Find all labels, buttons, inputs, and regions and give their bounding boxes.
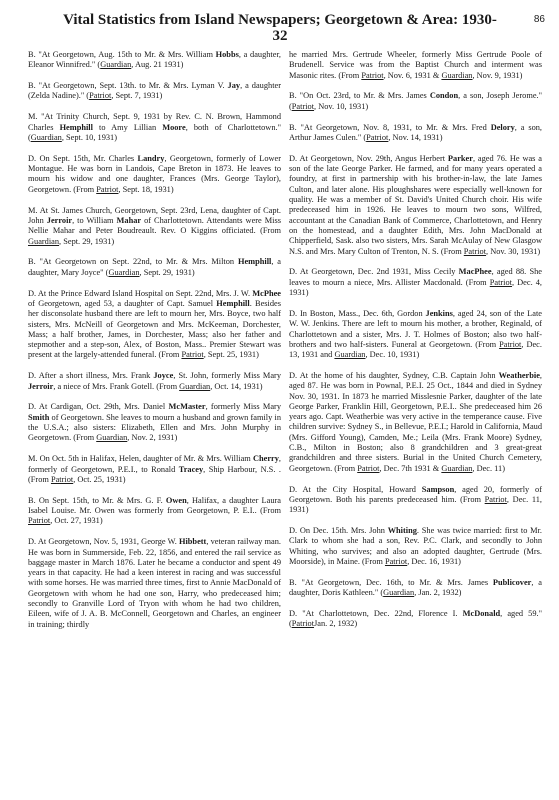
entry-text: , aged 24, son of the Late W. W. Jenkins. There are left to mourn his mother, a brother, Reginald, of Charlottetown and a sister, Mrs. J. T. Holmes of Boston; also two half-brothers and two half-sisters. Funeral at Georgetown. (From bbox=[289, 308, 542, 349]
surname-text: Sampson bbox=[421, 484, 455, 494]
entry-text: M. "At Trinity Church, Sept. 9, 1931 by Rev. C. N. Brown, Hammond Charles bbox=[28, 112, 281, 132]
right-column bbox=[289, 50, 542, 640]
entry-text: B. "At Georgetown, Aug. 15th to Mr. & Mrs. William bbox=[28, 50, 216, 59]
vital-record-entry bbox=[289, 609, 542, 630]
newspaper-source: Patriot bbox=[291, 101, 315, 111]
vital-record-entry bbox=[289, 309, 542, 360]
entry-text: , a son, Joseph Jerome." ( bbox=[289, 91, 543, 111]
surname-text: Owen bbox=[165, 495, 187, 505]
entry-text: , veteran railway man. He was born in Summerside, Feb. 22, 1856, and entered the rail service as baggage master in March 1876. Later he became a conductor and spent 49 years in that capacity. He had a keen interest in racing and was successful with some horses. He was married three times, first to Annie MacDonald of Georgetown with whom he had one son, Harry, who predeceased him; secondly to Granville Lord of Tryon with whom he had two children, Eileen, wife of J. A. B. McConnell, Georgetown and Charles, an engineer in training; thirdly bbox=[28, 537, 281, 629]
entry-text: , aged 76. He was a son of the late George Parker. He farmed, and for many years operated a foundry, at first in partnership with his brother-in-law, the late James Culton, and later alone. His ploughshares were especially well-known for quality. He was a member of St. David's United Church choir. His wife predeceased him in 1926. He leaves to mourn two sons, Wilfred, accountant at the Canadian Bank of Commerce, Charlottetown, and Henry on the homestead, and a daughter Edith, Mrs. John MacDonald at Chipperfield, Sask. also two sisters, Mrs. Sarah McAulay of New Glasgow N.S. and Mrs. Mary Culton of Trenton, N. S. (From bbox=[289, 153, 542, 256]
newspaper-source: Guardian bbox=[179, 381, 211, 391]
entry-text: , a niece of Mrs. Frank Gotell. (From bbox=[53, 381, 180, 391]
surname-text: Hobbs bbox=[215, 50, 239, 59]
entry-text: , formerly of Georgetown, P.E.I., to Ronald bbox=[28, 454, 281, 474]
newspaper-source: Guardian bbox=[96, 433, 128, 443]
surname-text: Joyce bbox=[153, 371, 174, 381]
vital-record-entry bbox=[289, 123, 542, 144]
entry-text: , Dec. 13, 1931 and bbox=[289, 339, 542, 360]
entry-text: , aged 87. He was born in Pownal, P.E.I. 25 Oct., 1844 and died in Sydney Nov. 30, 1931. In 1873 he married Misslesnie Parker, daughter of the late George Parker, Franklin Hill, Georgetown, P.E.I.. She predeceased him 26 years ago. Capt. Weatherbie was very active in the temperance cause. Five children survive: Sydney S., in Bellevue, P.E.I.; Harold in California, Maud (Mrs. Gifford Young), Camden, Me.; Leila (Mrs. Frank Moore) Sydney, C.B., Milton in Boston; also 8 grandchildren and 3 great-great grandchildren and three sisters. Burial in the United Church Cemetery, Georgetown. (From bbox=[289, 370, 542, 473]
vital-record-entry bbox=[289, 154, 542, 257]
newspaper-source: Guardian bbox=[334, 350, 366, 360]
vital-record-entry bbox=[28, 496, 281, 527]
vital-record-entry bbox=[28, 50, 281, 71]
entry-text: Jan. 2, 1932) bbox=[314, 619, 358, 629]
entry-text: D. At the home of his daughter, Sydney, C.B. Captain John bbox=[289, 370, 499, 380]
vital-record-entry bbox=[28, 371, 281, 392]
entry-text: , Ship Harbour, N.S. . (From bbox=[28, 464, 281, 484]
surname-text: Mahar bbox=[116, 215, 142, 225]
entry-text: , Nov. 9, 1931) bbox=[472, 70, 523, 80]
surname-text: Jay bbox=[227, 81, 241, 91]
entry-text: B. "On Oct. 23rd, to Mr. & Mrs. James bbox=[289, 91, 430, 101]
entry-text: M. On Oct. 5th in Halifax, Helen, daughter of Mr. & Mrs. William bbox=[28, 454, 253, 464]
entry-text: , Jan. 2, 1932) bbox=[414, 588, 462, 598]
surname-text: Moore bbox=[162, 122, 186, 132]
vital-record-entry bbox=[28, 257, 281, 278]
entry-text: , both of Charlottetown." ( bbox=[28, 122, 281, 142]
newspaper-source: Patriot bbox=[181, 350, 204, 360]
newspaper-source: Patriot bbox=[96, 184, 119, 194]
entry-text: to Amy Lillian bbox=[92, 122, 163, 132]
entry-text: D. At Georgetown, Dec. 2nd 1931, Miss Cecily bbox=[289, 267, 459, 277]
surname-text: McPhee bbox=[252, 288, 281, 298]
vital-record-entry bbox=[28, 81, 281, 102]
entry-text: , Dec. 10, 1931) bbox=[365, 350, 420, 360]
entry-text: , Oct. 14, 1931) bbox=[210, 381, 263, 391]
entry-text: D. On Dec. 15th. Mrs. John bbox=[289, 526, 388, 536]
entry-text: D. At the Prince Edward Island Hospital on Sept. 22nd, Mrs. J. W. bbox=[28, 288, 253, 298]
entry-text: , a daughter, Mary Joyce" ( bbox=[28, 257, 281, 277]
page-title: Vital Statistics from Island Newspapers; Georgetown & Area: 1930-32 bbox=[63, 12, 497, 44]
surname-text: Cherry bbox=[252, 454, 279, 464]
entry-text: , Nov. 30, 1931) bbox=[486, 246, 541, 256]
entry-text: B. "At Georgetown, Sept. 13th. to Mr. & Mrs. Lyman V. bbox=[28, 81, 228, 91]
entry-text: , Dec. 11) bbox=[472, 463, 505, 473]
newspaper-source: Guardian bbox=[108, 267, 140, 277]
vital-record-entry bbox=[28, 537, 281, 630]
surname-text: Hemphill bbox=[237, 257, 272, 267]
entry-text: , Georgetown, formerly of Lower Montague. He was born in Landois, Cape Breton in 1873. He leaves to mourn his widow and one daughter, Frances (Mrs. George Taylor), Georgetown. (From bbox=[28, 153, 281, 194]
vital-record-entry bbox=[289, 578, 542, 599]
entry-text: D. At Cardigan, Oct. 29th, Mrs. Daniel bbox=[28, 402, 169, 412]
surname-text: Tracey bbox=[178, 464, 204, 474]
entry-text: , Oct. 25, 1931) bbox=[73, 474, 126, 484]
entry-text: he married Mrs. Gertrude Wheeler, formerly Miss Gertrude Poole of Brudenell. Service was from the Baptist Church and interment was Masonic rites. (From bbox=[289, 50, 542, 80]
newspaper-source: Guardian bbox=[441, 463, 473, 473]
newspaper-source: Guardian bbox=[100, 60, 132, 70]
vital-record-entry bbox=[28, 112, 281, 143]
entry-text: B. "At Georgetown on Sept. 22nd, to Mr. & Mrs. Milton bbox=[28, 257, 238, 267]
entry-text: , Dec. 16, 1931) bbox=[407, 556, 461, 566]
entry-text: D. After a short illness, Mrs. Frank bbox=[28, 371, 154, 381]
surname-text: Parker bbox=[447, 153, 473, 163]
entry-text: , aged 88. She leaves to mourn a niece, Mrs. Allister Macdonald. (From bbox=[289, 267, 542, 287]
entry-text: , Sept. 10, 1931) bbox=[61, 132, 117, 142]
entry-text: , a son, Arthur James Culen." ( bbox=[289, 122, 542, 142]
newspaper-source: Patriot bbox=[463, 246, 487, 256]
vital-record-entry bbox=[28, 206, 281, 247]
entry-text: of Georgetown. She leaves to mourn a husband and grown family in the U.S.A.; also sisters: Elizabeth, Ellen and Mrs. John Murphy in Georgetown. (From bbox=[28, 412, 281, 443]
surname-text: Jenkins bbox=[425, 308, 453, 318]
left-column bbox=[28, 50, 281, 640]
newspaper-source: Guardian bbox=[30, 132, 62, 142]
entry-text: B. On Sept. 15th, to Mr. & Mrs. G. F. bbox=[28, 495, 166, 505]
entry-text: D. At Georgetown, Nov. 5, 1931, George W. bbox=[28, 537, 179, 547]
vital-record-entry bbox=[289, 485, 542, 516]
newspaper-source: Patriot bbox=[484, 494, 507, 504]
newspaper-source: Patriot bbox=[489, 277, 512, 287]
entry-text: , formerly Miss Mary bbox=[205, 402, 282, 412]
page-number: 86 bbox=[533, 14, 545, 25]
surname-text: Hemphill bbox=[216, 298, 250, 308]
entry-text: , Sept. 29, 1931) bbox=[139, 267, 195, 277]
newspaper-source: Patriot bbox=[89, 91, 112, 101]
surname-text: MacPhee bbox=[458, 267, 492, 277]
entry-text: , Sept. 18, 1931) bbox=[118, 184, 174, 194]
entry-text: , Dec. 11, 1931) bbox=[289, 494, 542, 515]
surname-text: Weatherbie bbox=[498, 370, 540, 380]
surname-text: Landry bbox=[137, 153, 165, 163]
entry-text: D. "At Charlottetown, Dec. 22nd, Florence I. bbox=[289, 609, 463, 618]
entry-text: D. On Sept. 15th, Mr. Charles bbox=[28, 153, 138, 163]
entry-text: , a daughter, Eleanor Winnifred." ( bbox=[28, 50, 281, 70]
newspaper-source: Patriot bbox=[499, 339, 522, 349]
entry-text: , Nov. 10, 1931) bbox=[314, 101, 369, 111]
entry-text: D. At the City Hospital, Howard bbox=[289, 484, 422, 494]
vital-record-entry bbox=[289, 371, 542, 474]
vital-record-entry bbox=[289, 526, 542, 567]
surname-text: Whiting bbox=[387, 526, 417, 536]
surname-text: Jerroir bbox=[46, 215, 73, 225]
entry-text: B. "At Georgetown, Nov. 8, 1931, to Mr. & Mrs. Fred bbox=[289, 122, 491, 132]
surname-text: Condon bbox=[429, 91, 459, 101]
entry-text: , Halifax, a daughter Laura Isabel Louise. Mr. Owen was formerly from Georgetown, P. E.I.. (From bbox=[28, 495, 281, 516]
entry-text: of Georgetown, aged 53, a daughter of Capt. Samuel bbox=[28, 298, 217, 308]
newspaper-source: Patriot bbox=[28, 516, 51, 526]
newspaper-source: Patriot bbox=[361, 70, 384, 80]
entry-text: B. "At Georgetown, Dec. 16th, to Mr. & Mrs. James bbox=[289, 577, 493, 587]
entry-text: , a daughter, Doris Kathleen." ( bbox=[289, 577, 542, 598]
entry-text: . She was twice married: first to Mr. Clark to whom she had a son, Rev. P.C. Clark, and secondly to John Whiting, who survives; and also an adopted daughter, Gertrude (Mrs. Moorside), in Maine. (From bbox=[289, 526, 543, 566]
newspaper-source: Patriot bbox=[357, 463, 380, 473]
surname-text: Hibbett bbox=[178, 537, 207, 547]
newspaper-source: Patriot bbox=[384, 556, 408, 566]
entry-text: , Nov. 6, 1931 & bbox=[383, 70, 442, 80]
vital-record-entry bbox=[28, 289, 281, 361]
surname-text: Hemphill bbox=[59, 122, 93, 132]
surname-text: Delory bbox=[490, 122, 515, 132]
entry-text: of Charlottetown. Attendants were Miss Nellie Mahar and Peter Boudreault. Rev. O Kiggins officiated. (From bbox=[28, 215, 281, 236]
surname-text: McMaster bbox=[168, 402, 206, 412]
newspaper-source: Guardian bbox=[383, 588, 415, 598]
newspaper-source: Patriot bbox=[291, 619, 315, 629]
vital-record-entry bbox=[289, 50, 542, 81]
vital-record-entry bbox=[28, 154, 281, 195]
surname-text: Publicover bbox=[492, 577, 532, 587]
entry-text: D. In Boston, Mass., Dec. 6th, Gordon bbox=[289, 308, 426, 318]
vital-record-entry bbox=[28, 402, 281, 443]
vital-record-entry bbox=[289, 91, 542, 112]
entry-text: , Sept. 7, 1931) bbox=[111, 91, 163, 101]
entry-text: , Aug. 21 1931) bbox=[131, 60, 184, 70]
entry-text: , Sept. 25, 1931) bbox=[203, 350, 259, 360]
vital-record-entry bbox=[289, 267, 542, 298]
newspaper-source: Patriot bbox=[50, 474, 74, 484]
vital-record-entry bbox=[28, 454, 281, 485]
entry-text: , a daughter (Zelda Nadine)." ( bbox=[28, 81, 281, 101]
surname-text: Smith bbox=[28, 412, 50, 422]
surname-text: McDonald bbox=[462, 609, 501, 618]
entry-text: , aged 59." ( bbox=[289, 609, 542, 629]
entry-text: , Dec. 4, 1931) bbox=[289, 277, 542, 298]
entry-text: , Nov. 2, 1931) bbox=[127, 433, 178, 443]
newspaper-source: Guardian bbox=[441, 70, 473, 80]
entry-text: . Besides her disconsolate husband there are left to mourn her, Mrs. Boyce, two half sisters, Mrs. McNeill of Georgetown and Mrs. McKeeman, Dorchester, Mass; a half brother, James, in Dorchester, Mass; also her father and stepmother and a step-son, Alex, of Boston, Mass.. Premier Stewart was present at the largely-attended funeral. (From bbox=[28, 298, 281, 360]
entry-text: , Nov. 14, 1931) bbox=[388, 132, 443, 142]
entry-text: , Oct. 27, 1931) bbox=[50, 516, 103, 526]
entry-text: , to William bbox=[72, 215, 117, 225]
entry-text: , Dec. 7th 1931 & bbox=[379, 463, 442, 473]
entry-text: , Sept. 29, 1931) bbox=[59, 236, 115, 246]
surname-text: Jerroir bbox=[28, 381, 54, 391]
entry-text: M. At St. James Church, Georgetown, Sept. 23rd, Lena, daughter of Capt. John bbox=[28, 205, 281, 225]
entry-text: , St. John, formerly Miss Mary bbox=[173, 371, 282, 381]
newspaper-source: Patriot bbox=[366, 132, 389, 142]
entry-text: D. At Georgetown, Nov. 29th, Angus Herbert bbox=[289, 153, 448, 163]
newspaper-source: Guardian bbox=[28, 236, 60, 246]
entry-text: , aged 20, formerly of Georgetown. Both his parents predeceased him. (From bbox=[289, 484, 542, 504]
